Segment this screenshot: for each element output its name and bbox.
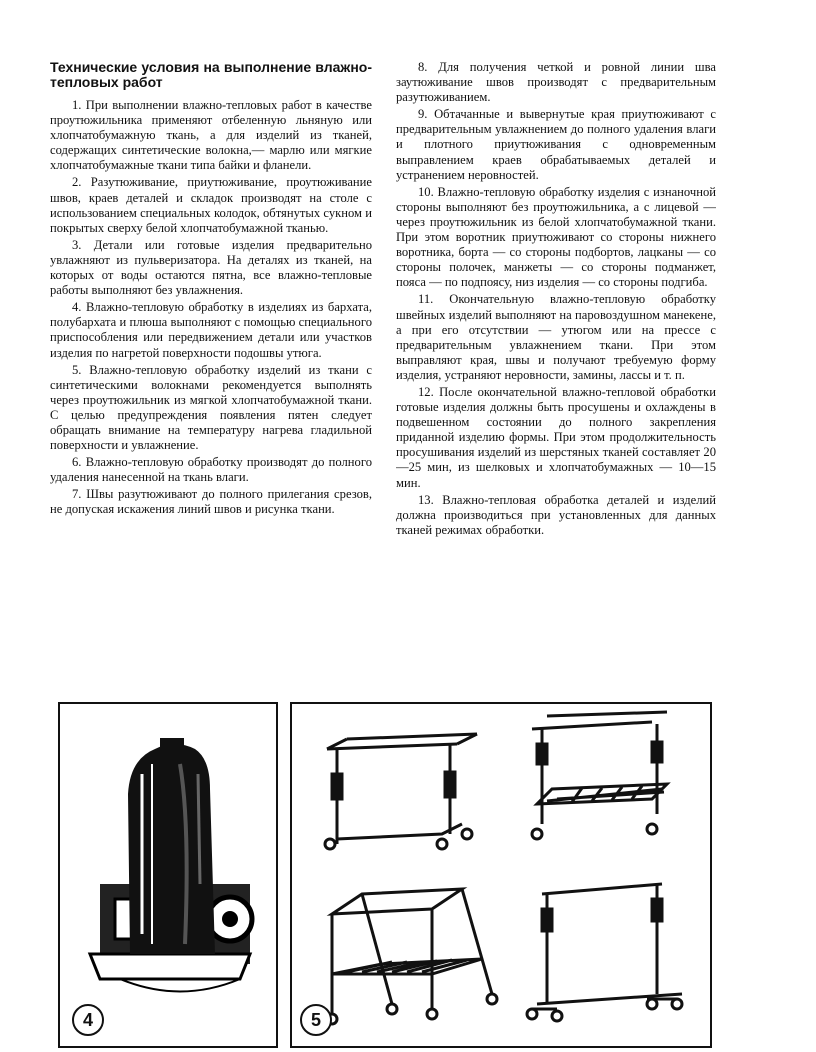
paragraph-3: 3. Детали или готовые изделия предварительно увлажняют из пульверизатора. На деталях из тканей, на которых от воды остаются пятна, все влажно-тепловые работы выполняют без увлажнения.	[50, 237, 372, 298]
left-column	[50, 60, 372, 520]
garment-rail-icon	[527, 884, 682, 1021]
paragraph-1: 1. При выполнении влажно-тепловых работ в качестве проутюжильника применяют отбеленную льняную или хлопчатобумажную ткань, а для изделий из тканей, содержащих синтетические волокна,— марлю или мягкие хлопчатобумажные ткани типа байки и фланели.	[50, 98, 372, 173]
page-title: Технические условия на выполнение влажно-тепловых работ	[50, 59, 372, 90]
figure-4-panel	[58, 702, 278, 1048]
paragraph-12: 12. После окончательной влажно-тепловой обработки готовые изделия должны быть просушены и охлаждены в подвешенном состоянии до полного закрепления приданной изделию формы. При этом продолжительность просушивания изделий из шерстяных тканей составляет 20—25 мин, из шелковых и хлопчатобумажных — 10—15 мин.	[396, 384, 716, 490]
paragraph-5: 5. Влажно-тепловую обработку изделий из ткани с синтетическими волокнами рекомендуется выполнять через проутюжильник из мягкой хлопчатобумажной ткани. С целью предупреждения появления пятен следует обращать внимание на температуру нагрева гладильной поверхности и увлажнение.	[50, 362, 372, 453]
paragraph-13: 13. Влажно-тепловая обработка деталей и изделий должна производиться при установленных для данных тканей режимах обработки.	[396, 492, 716, 537]
paragraph-10: 10. Влажно-тепловую обработку изделия с изнаночной стороны выполняют без проутюжильника, а с лицевой — через проутюжильник из белой хлопчатобумажной ткани. При этом воротник приутюживают со стороны нижнего воротника, борта — со стороны подбортов, лацканы — со стороны полочек, манжеты — со стороны подманжет, пояса — по подпоясу, низ изделия — со стороны подгиба.	[396, 184, 716, 290]
trolley-rack-icon	[327, 889, 497, 1024]
right-column	[396, 60, 716, 540]
steam-mannequin-icon	[60, 704, 276, 1046]
figure-5-drawings	[292, 704, 710, 1046]
paragraph-6: 6. Влажно-тепловую обработку производят до полного удаления нанесенной на ткань влаги.	[50, 455, 372, 485]
paragraph-2: 2. Разутюживание, приутюживание, проутюживание швов, краев деталей и складок производят на столе с использованием специальных колодок, обтянутых сукном и покрытых сверху белой хлопчатобумажной тканью.	[50, 175, 372, 235]
paragraph-4: 4. Влажно-тепловую обработку в изделиях из бархата, полубархата и плюша выполняют с помощью специального приспособления или передвижением детали или участков изделия по нагретой поверхности подошвы утюга.	[50, 300, 372, 360]
paragraph-9: 9. Обтачанные и вывернутые края приутюживают с предварительным увлажнением до полного удаления влаги и плотного приутюживания с одновременным выправлением краев обрабатываемых деталей и устранением неровностей.	[396, 107, 716, 182]
clothes-rack-icon	[325, 734, 477, 849]
paragraph-11: 11. Окончательную влажно-тепловую обработку швейных изделий выполняют на паровоздушном манекене, а при его отсутствии — утюгом или на прессе с предварительным увлажнением ткани. При этом выправляют края, швы и получают требуемую форму изделия, устраняют неровности, замины, лассы и т. п.	[396, 292, 716, 382]
paragraph-8: 8. Для получения четкой и ровной линии шва заутюживание швов производят с предварительным разутюживанием.	[396, 60, 716, 105]
figure-4-label: 4	[72, 1004, 104, 1036]
paragraph-7: 7. Швы разутюживают до полного прилегания срезов, не допуская искажения линий швов и рисунка ткани.	[50, 487, 372, 517]
figure-5-panel	[290, 702, 712, 1048]
figure-5-label: 5	[300, 1004, 332, 1036]
clothes-rack-with-shelf-icon	[532, 712, 667, 839]
